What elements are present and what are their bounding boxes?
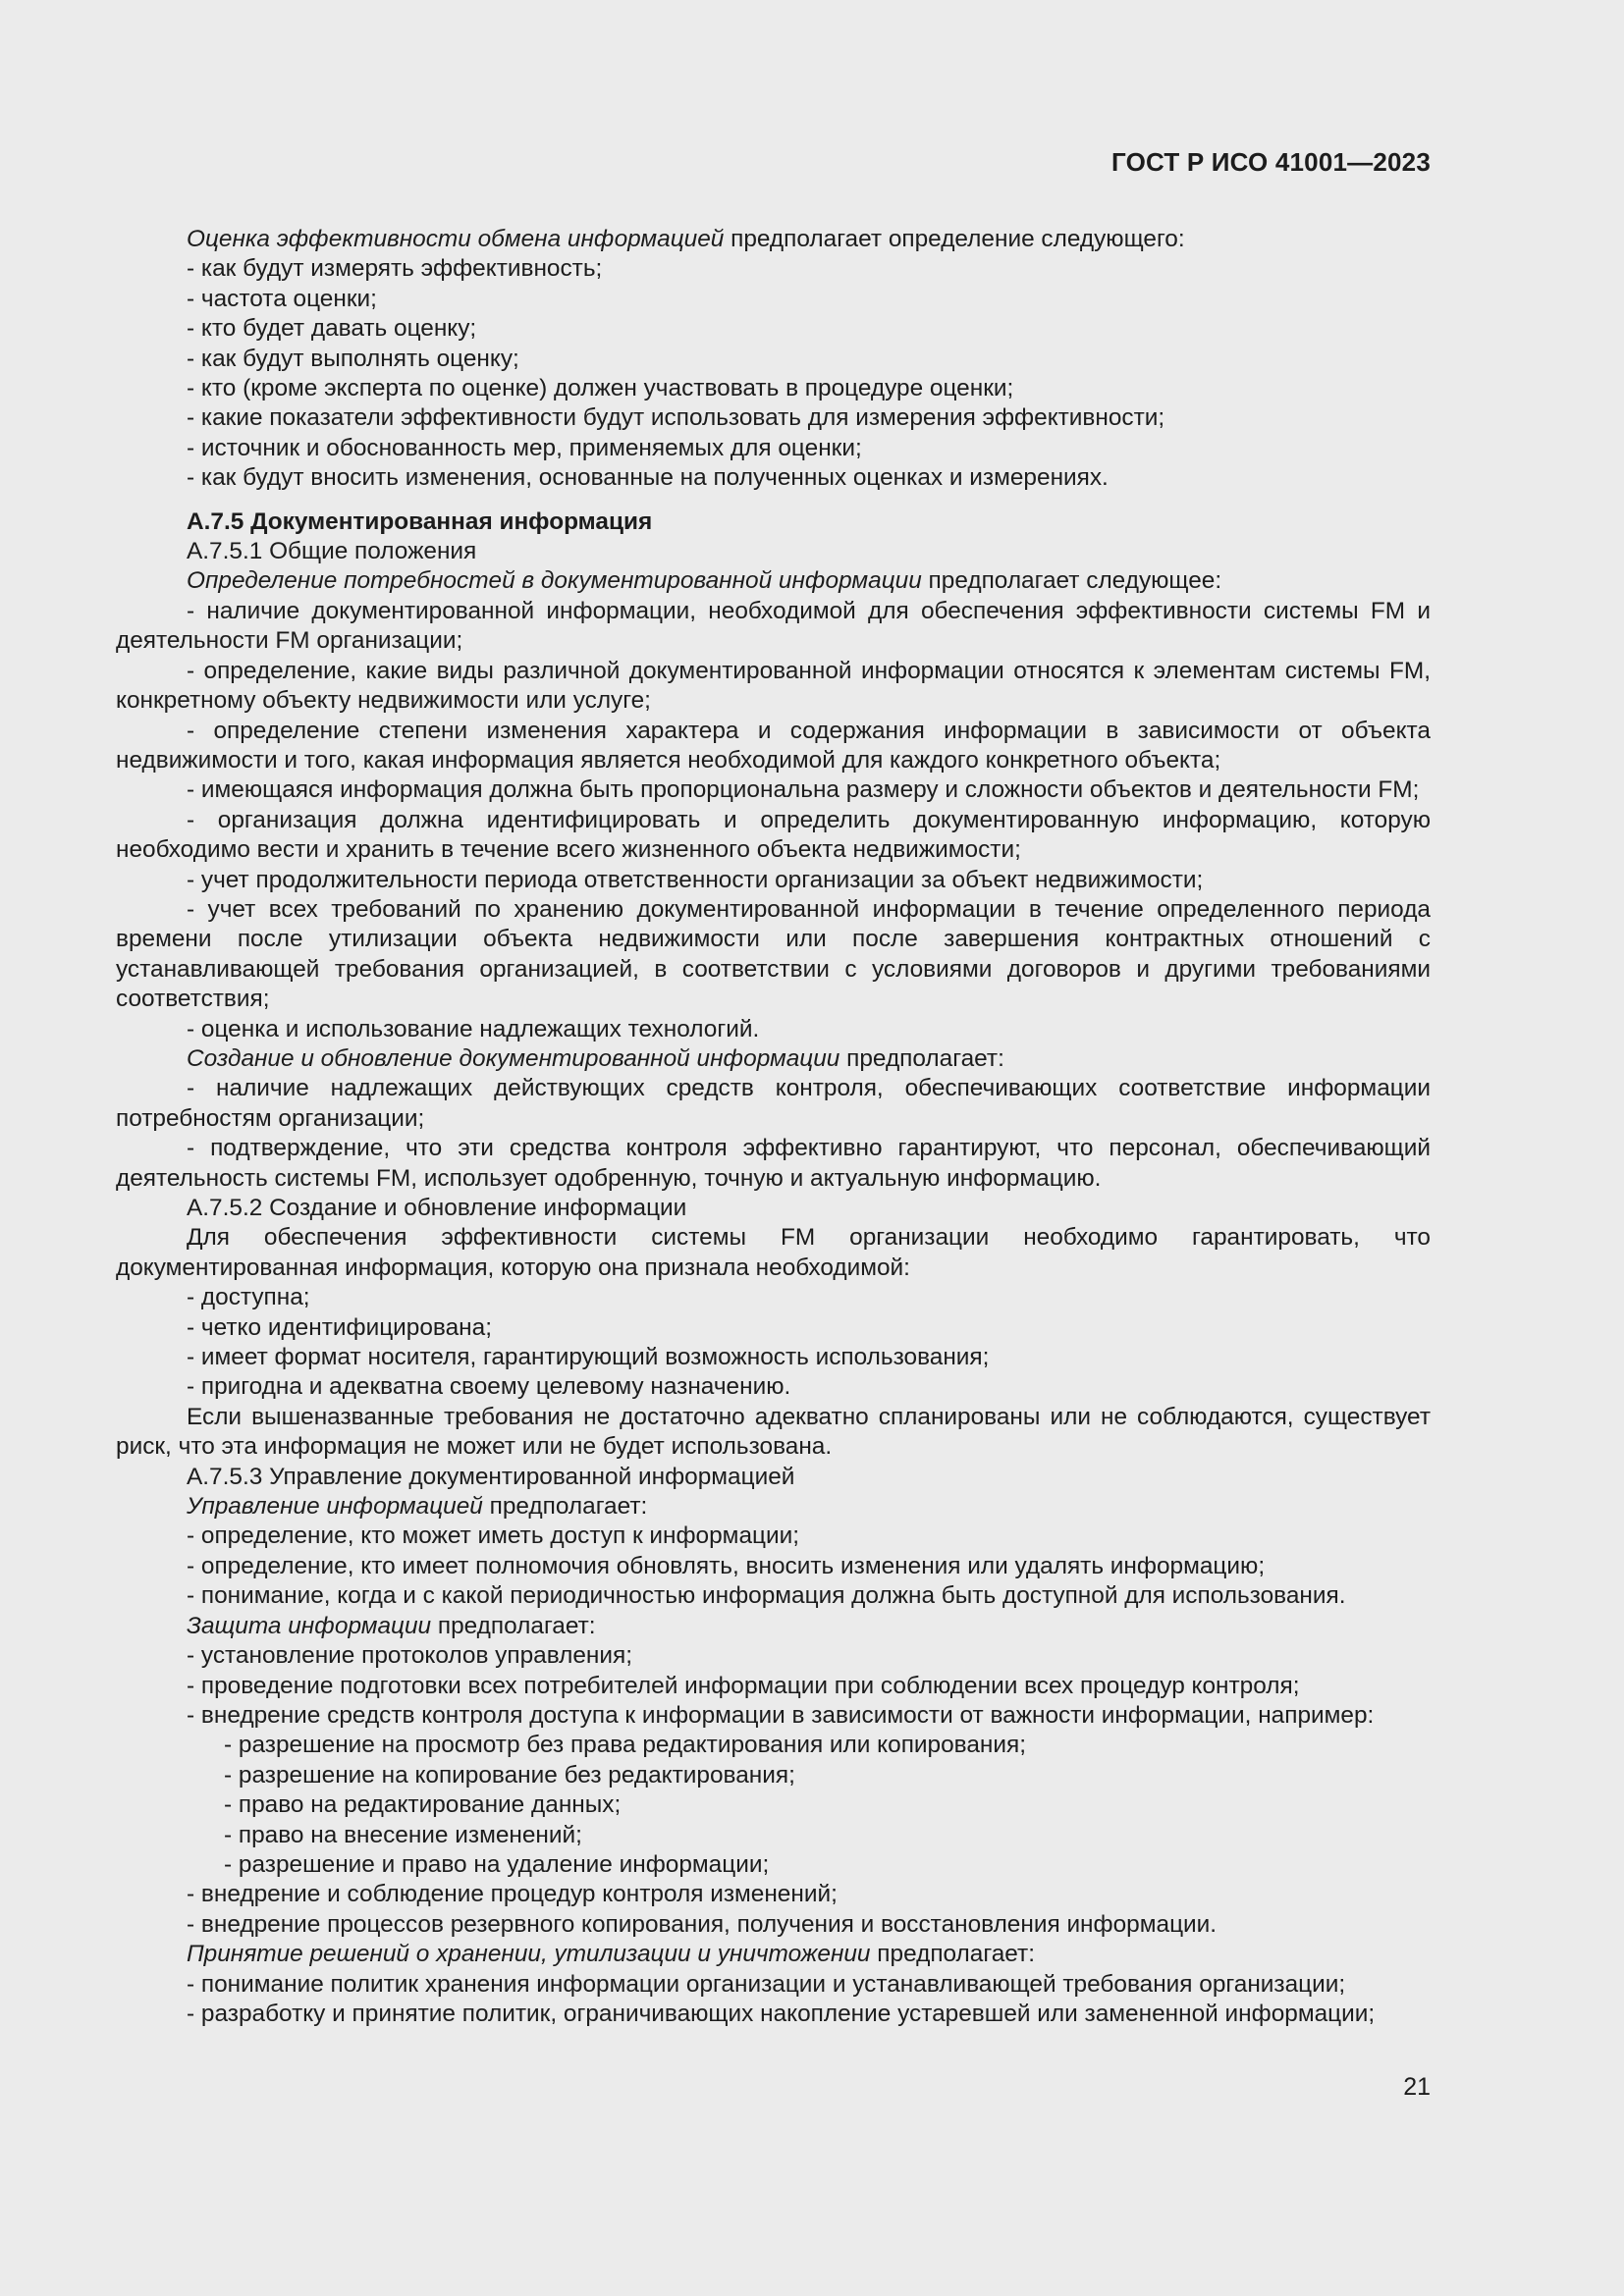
list-item: - как будут вносить изменения, основанные на полученных оценках и измерениях. [187,464,1109,492]
subsection-heading-a751: А.7.5.1 Общие положения [187,538,477,565]
list-item: - кто (кроме эксперта по оценке) должен участвовать в процедуре оценки; [187,375,1014,402]
list-item: - учет всех требований по хранению документированной информации в течение определенного периода времени после утилизации объекта недвижимости или после завершения контрактных отношений с устанавливающей требования организацией, в соответствии с условиями договоров и другими требованиями соответствия; [116,895,1431,1013]
mgmt-intro [116,1492,1431,1522]
list-item: - как будут измерять эффективность; [187,255,603,283]
page-header: ГОСТ Р ИСО 41001—2023 [1110,147,1431,177]
list-item: - имеющаяся информация должна быть пропорциональна размеру и сложности объектов и деятельности FM; [187,776,1420,804]
list-item: - наличие документированной информации, необходимой для обеспечения эффективности системы FM и деятельности FM организации; [116,597,1431,655]
sub-list-item: - право на редактирование данных; [224,1791,622,1819]
sub-list-item: - разрешение на просмотр без права редактирования или копирования; [224,1732,1026,1759]
list-item: - оценка и использование надлежащих технологий. [187,1015,760,1042]
paragraph: Если вышеназванные требования не достаточно адекватно спланированы или не соблюдаются, существует риск, что эта информация не может или не будет использована. [116,1403,1431,1461]
needs-intro-rest: предполагает следующее: [921,567,1222,595]
list-item: - частота оценки; [187,285,377,312]
sub-list-item: - право на внесение изменений; [224,1821,582,1848]
sub-list-item: - разрешение и право на удаление информации; [224,1850,770,1878]
create-intro-rest: предполагает: [839,1044,1004,1072]
list-item: - внедрение средств контроля доступа к информации в зависимости от важности информации, например: [187,1701,1375,1729]
list-item: - пригодна и адекватна своему целевому назначению. [187,1373,791,1401]
list-item: - доступна; [187,1284,310,1311]
assessment-intro-italic: Оценка эффективности обмена информацией [187,226,725,252]
mgmt-intro-rest: предполагает: [482,1493,648,1521]
list-item: - определение, кто имеет полномочия обновлять, вносить изменения или удалять информацию; [187,1552,1266,1579]
page-content [116,225,1431,2029]
retention-intro-rest: предполагает: [870,1941,1035,1968]
mgmt-intro-italic: Управление информацией [187,1493,483,1521]
list-item: - разработку и принятие политик, ограничивающих накопление устаревшей или замененной информации; [187,2000,1376,2027]
list-item: - имеет формат носителя, гарантирующий возможность использования; [187,1344,990,1371]
prot-intro-italic: Защита информации [187,1612,432,1639]
create-intro-italic: Создание и обновление документированной информации [187,1044,840,1072]
page-number: 21 [1403,2073,1431,2101]
retention-intro-italic: Принятие решений о хранении, утилизации и уничтожении [187,1941,871,1968]
list-item: - внедрение процессов резервного копирования, получения и восстановления информации. [187,1910,1218,1938]
prot-intro [116,1612,1431,1641]
list-item: - определение, какие виды различной документированной информации относятся к элементам системы FM, конкретному объекту недвижимости или услуге; [116,657,1431,715]
subsection-heading-a752: А.7.5.2 Создание и обновление информации [187,1195,687,1221]
needs-intro [116,566,1431,596]
list-item: - подтверждение, что эти средства контроля эффективно гарантируют, что персонал, обеспечивающий деятельность системы FM, использует одобренную, точную и актуальную информацию. [116,1135,1431,1192]
list-item: - источник и обоснованность мер, применяемых для оценки; [187,434,862,461]
list-item: - четко идентифицирована; [187,1313,492,1341]
retention-intro [116,1940,1431,1969]
list-item: - внедрение и соблюдение процедур контроля изменений; [187,1881,838,1908]
section-heading-a75: А.7.5 Документированная информация [187,507,653,535]
list-item: - кто будет давать оценку; [187,315,477,343]
sub-list-item: - разрешение на копирование без редактирования; [224,1761,795,1789]
list-item: - наличие надлежащих действующих средств контроля, обеспечивающих соответствие информации потребностям организации; [116,1075,1431,1132]
assessment-intro-rest: предполагает определение следующего: [724,226,1185,252]
list-item: - проведение подготовки всех потребителей информации при соблюдении всех процедур контроля; [187,1672,1300,1699]
prot-intro-rest: предполагает: [431,1612,596,1639]
needs-intro-italic: Определение потребностей в документированной информации [187,567,922,595]
list-item: - организация должна идентифицировать и определить документированную информацию, которую необходимо вести и хранить в течение всего жизненного объекта недвижимости; [116,806,1431,864]
assessment-intro [116,225,1431,254]
list-item: - понимание, когда и с какой периодичностью информация должна быть доступной для использования. [187,1582,1346,1610]
create-intro [116,1044,1431,1074]
list-item: - установление протоколов управления; [187,1642,632,1670]
list-item: - определение степени изменения характера и содержания информации в зависимости от объекта недвижимости и того, какая информация является необходимой для каждого конкретного объекта; [116,717,1431,774]
list-item: - какие показатели эффективности будут использовать для измерения эффективности; [187,404,1165,432]
paragraph: Для обеспечения эффективности системы FM организации необходимо гарантировать, что документированная информация, которую она признала необходимой: [116,1224,1431,1281]
list-item: - как будут выполнять оценку; [187,345,519,372]
subsection-heading-a753: А.7.5.3 Управление документированной информацией [187,1463,795,1490]
list-item: - учет продолжительности периода ответственности организации за объект недвижимости; [187,866,1204,893]
list-item: - понимание политик хранения информации организации и устанавливающей требования организации; [187,1970,1346,1998]
list-item: - определение, кто может иметь доступ к информации; [187,1522,800,1550]
